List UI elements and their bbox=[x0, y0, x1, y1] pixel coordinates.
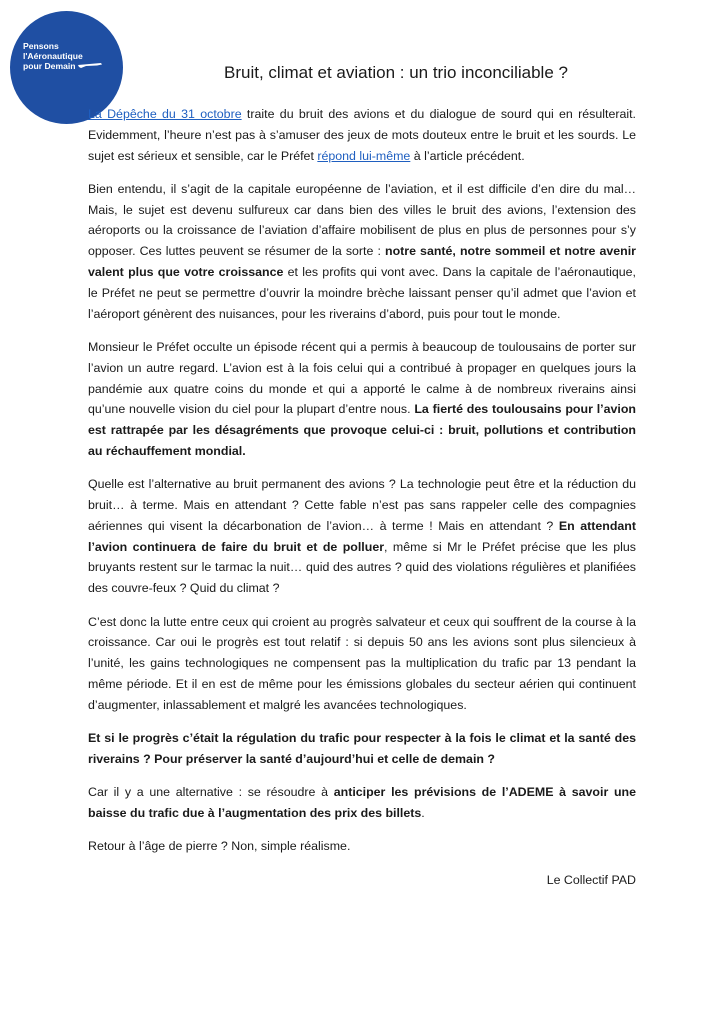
bold-text: En attendant l’avion continuera de faire du bruit et de polluer bbox=[88, 518, 636, 554]
logo-line-2: l'Aéronautique bbox=[23, 51, 83, 62]
bold-text: Et si le progrès c’était la régulation du trafic pour respecter à la fois le climat et la santé des riverains ? Pour préserver la santé d’aujourd’hui et celle de demain ? bbox=[88, 731, 636, 766]
text: et les profits qui vont avec. Dans la capitale de l’aéronautique, le Préfet ne peut se permettre d’ouvrir la moindre brèche laissant penser qu’il admet que l’avion et l’aéroport génèrent des nuisances, pour les riverains d’abord, puis pour tout le monde. bbox=[88, 265, 636, 321]
bold-text: anticiper les prévisions de l’ADEME à savoir une baisse du trafic due à l’augmentation des prix des billets bbox=[88, 785, 636, 820]
text: Bien entendu, il s’agit de la capitale européenne de l’aviation, et il est difficile d’en dire du mal… Mais, le sujet est devenu sulfureux car dans bien des villes le bruit des avions, l’extension des aéroports ou la croissance de l’aviation d’affaire mobilisent de plus en plus de personnes pour s’y opposer. Ces luttes peuvent se résumer de la sorte : bbox=[88, 181, 636, 259]
paragraph-7 bbox=[88, 782, 636, 824]
paragraph-8 bbox=[88, 836, 636, 857]
text: Retour à l’âge de pierre ? Non, simple réalisme. bbox=[88, 839, 351, 854]
paragraph-2 bbox=[88, 179, 636, 325]
text: , même si Mr le Préfet précise que les plus bruyants restent sur le tarmac la nuit… quid des autres ? quid des violations régulières et planifiées des couvre-feux ? Quid du climat ? bbox=[88, 539, 636, 596]
logo-line-1: Pensons bbox=[23, 41, 59, 51]
article-body bbox=[88, 104, 636, 903]
text: traite du bruit des avions et du dialogue de sourd qui en résulterait. Evidemment, l’heure n’est pas à s’amuser des jeux de mots douteux entre le bruit et les sourds. Le sujet est sérieux et sensible, car le Préfet bbox=[88, 107, 636, 163]
bold-text: La fierté des toulousains pour l’avion est rattrapée par les désagréments que provoque celui-ci : bruit, pollutions et contribution au réchauffement mondial. bbox=[88, 402, 636, 458]
text: Monsieur le Préfet occulte un épisode récent qui a permis à beaucoup de toulousains de porter sur l’avion un autre regard. L’avion est à la fois celui qui a contribué à propager en quelques jours la pandémie aux quatre coins du monde et qui a apporté le calme à de nombreux riverains ainsi qu’une nouvelle vision du ciel pour la plupart d’entre nous. bbox=[88, 339, 636, 417]
text: Quelle est l’alternative au bruit permanent des avions ? La technologie peut être et la réduction du bruit… à terme. Mais en attendant ? Cette fable n’est pas sans rappeler celle des compagnies aériennes qui visent la décarbonation de l’avion… à terme ! Mais en attendant ? bbox=[88, 477, 636, 533]
paragraph-3 bbox=[88, 337, 636, 462]
page-title: Bruit, climat et aviation : un trio inconciliable ? bbox=[224, 63, 568, 82]
paragraph-5 bbox=[88, 612, 636, 716]
logo-line-3: pour Demain bbox=[23, 61, 76, 72]
bold-text: notre santé, notre sommeil et notre avenir valent plus que votre croissance bbox=[88, 244, 636, 280]
text: Car il y a une alternative : se résoudre à bbox=[88, 785, 334, 800]
text: C’est donc la lutte entre ceux qui croient au progrès salvateur et ceux qui souffrent de la course à la croissance. Car oui le progrès est tout relatif : si depuis 50 ans les avions sont plus silencieux à l’unité, les gains technologiques ne compensent pas la multiplication du trafic par 13 pendant la même période. Et il en est de même pour les émissions globales du secteur aérien qui continuent d’augmenter, inlassablement et malgré les avancées technologiques. bbox=[88, 614, 636, 712]
link-la-depeche[interactable]: La Dépêche du 31 octobre bbox=[88, 107, 242, 121]
paragraph-6 bbox=[88, 728, 636, 770]
paragraph-4 bbox=[88, 474, 636, 599]
text: . bbox=[421, 805, 425, 820]
paragraph-1 bbox=[88, 104, 636, 166]
signature: Le Collectif PAD bbox=[546, 872, 636, 887]
link-repond-lui-meme[interactable]: répond lui-même bbox=[317, 148, 411, 163]
text: à l’article précédent. bbox=[410, 148, 525, 163]
